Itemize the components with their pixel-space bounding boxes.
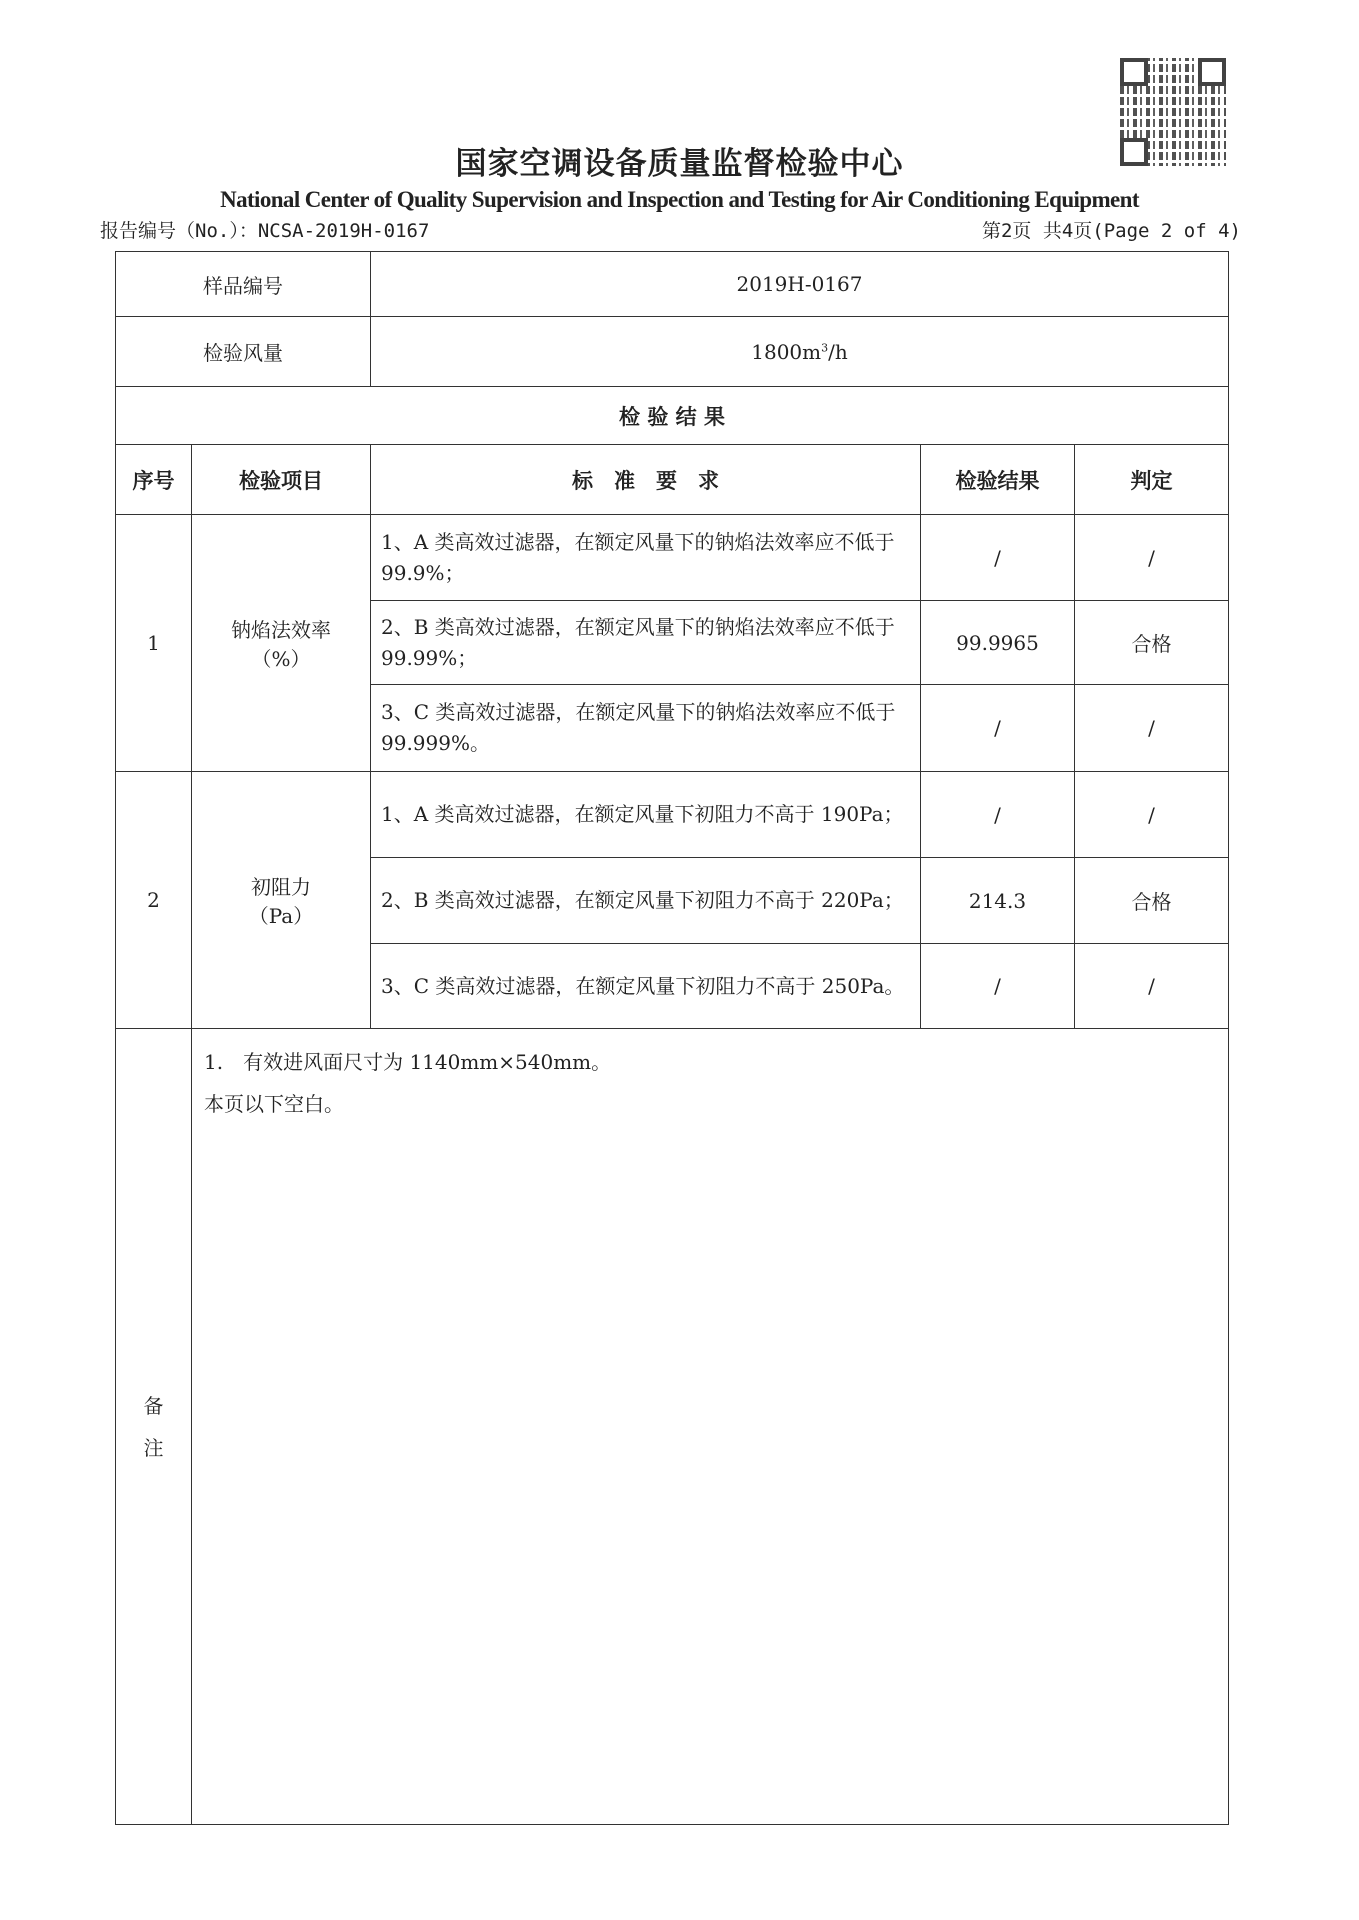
col-header-no: 序号: [116, 445, 192, 515]
judgement: /: [1075, 515, 1229, 601]
requirement: 1、A 类高效过滤器，在额定风量下初阻力不高于 190Pa；: [371, 772, 921, 858]
airflow-value: $1800m^3/h$: [371, 317, 1229, 387]
sample-no-value: 2019H-0167: [371, 252, 1229, 317]
airflow-label: 检验风量: [116, 317, 371, 387]
requirement: 3、C 类高效过滤器，在额定风量下初阻力不高于 250Pa。: [371, 944, 921, 1029]
item-name: 初阻力 （Pa）: [192, 772, 371, 1029]
requirement: 2、B 类高效过滤器，在额定风量下初阻力不高于 220Pa；: [371, 858, 921, 944]
col-header-item: 检验项目: [192, 445, 371, 515]
column-headers: [116, 445, 1229, 515]
result: /: [921, 685, 1075, 772]
item-no: 2: [116, 772, 192, 1029]
sample-no-row: [116, 252, 1229, 317]
requirement: 1、A 类高效过滤器，在额定风量下的钠焰法效率应不低于 99.9%；: [371, 515, 921, 601]
result: 214.3: [921, 858, 1075, 944]
airflow-row: [116, 317, 1229, 387]
result: /: [921, 515, 1075, 601]
result: /: [921, 944, 1075, 1029]
col-header-requirement: 标 准 要 求: [371, 445, 921, 515]
requirement: 2、B 类高效过滤器，在额定风量下的钠焰法效率应不低于 99.99%；: [371, 601, 921, 685]
judgement: 合格: [1075, 601, 1229, 685]
report-number: 报告编号（No.）：NCSA-2019H-0167: [100, 220, 430, 242]
note-line: 本页以下空白。: [204, 1092, 344, 1116]
judgement: 合格: [1075, 858, 1229, 944]
page-info: 第2页 共4页(Page 2 of 4): [981, 220, 1241, 242]
judgement: /: [1075, 772, 1229, 858]
requirement: 3、C 类高效过滤器，在额定风量下的钠焰法效率应不低于 99.999%。: [371, 685, 921, 772]
title-cn: 国家空调设备质量监督检验中心: [455, 146, 904, 182]
notes-label: 备 注: [116, 1029, 192, 1825]
results-section-title: 检 验 结 果: [116, 387, 1229, 445]
col-header-judgement: 判定: [1075, 445, 1229, 515]
item-name: 钠焰法效率 （%）: [192, 515, 371, 772]
judgement: /: [1075, 685, 1229, 772]
col-header-result: 检验结果: [921, 445, 1075, 515]
inspection-table: [115, 251, 1229, 1825]
notes-row: [116, 1029, 1229, 1825]
note-line: 1. 有效进风面尺寸为 1140mm×540mm。: [204, 1050, 612, 1074]
result: /: [921, 772, 1075, 858]
table-row: [116, 772, 1229, 858]
sample-no-label: 样品编号: [116, 252, 371, 317]
table-row: [116, 515, 1229, 601]
title-en: National Center of Quality Supervision and Inspection and Testing for Air Conditioning Equipment: [220, 187, 1139, 212]
result: 99.9965: [921, 601, 1075, 685]
notes-content: [192, 1029, 1229, 1825]
judgement: /: [1075, 944, 1229, 1029]
item-no: 1: [116, 515, 192, 772]
